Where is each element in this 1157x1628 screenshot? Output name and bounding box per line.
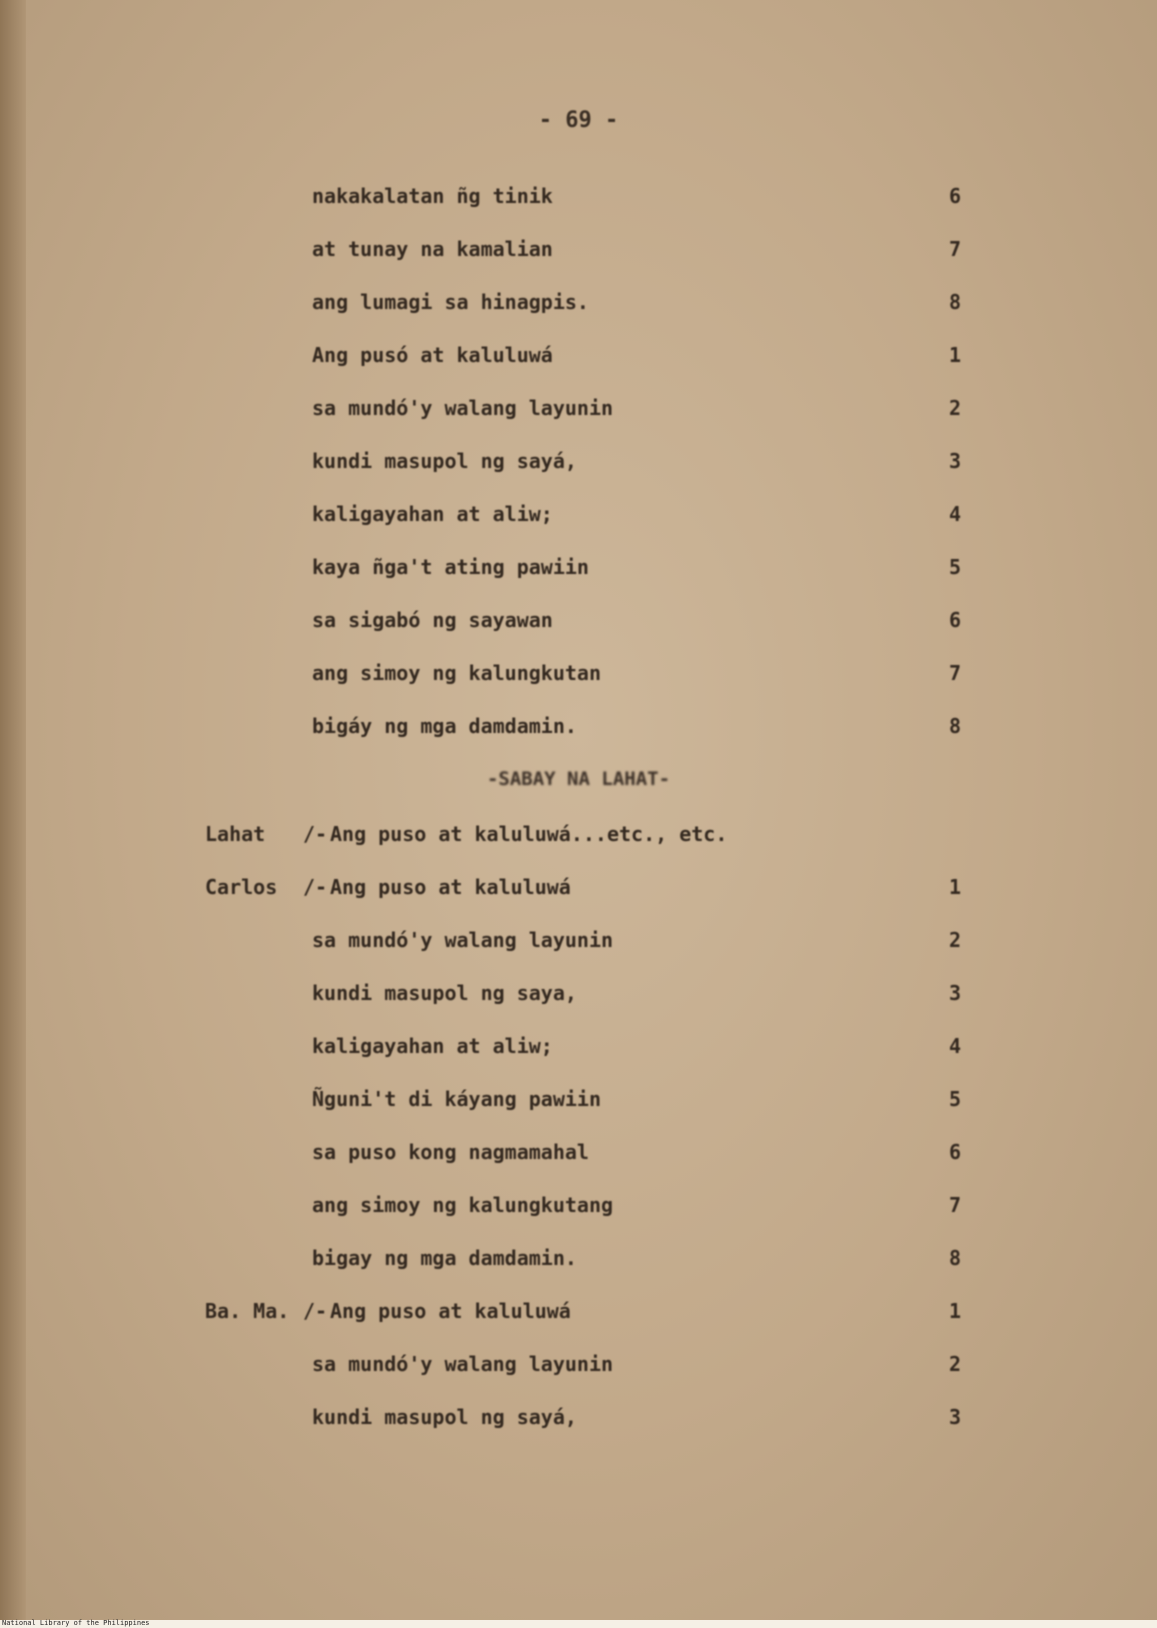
line-number: 3: [948, 981, 962, 1005]
verse-line: [0, 343, 1157, 379]
page-number: - 69 -: [538, 108, 619, 133]
verse-line: [0, 1034, 1157, 1070]
verse-line: [0, 714, 1157, 750]
line-text: sa puso kong nagmamahal: [312, 1140, 589, 1164]
verse-line: [0, 1193, 1157, 1229]
verse-line: [0, 928, 1157, 964]
verse-line: [0, 290, 1157, 326]
line-number: 5: [948, 555, 962, 579]
verse-line: [0, 1087, 1157, 1123]
verse-line: [0, 1299, 1157, 1335]
speaker-name: Carlos: [205, 875, 278, 899]
line-text: bigay ng mga damdamin.: [312, 1246, 577, 1270]
line-text: bigáy ng mga damdamin.: [312, 714, 577, 738]
line-number: 1: [948, 1299, 962, 1323]
line-number: 4: [948, 502, 962, 526]
line-text: Ang puso at kaluluwá: [330, 875, 571, 899]
line-text: nakakalatan ñg tinik: [312, 184, 553, 208]
verse-line: [0, 237, 1157, 273]
line-number: 2: [948, 928, 962, 952]
verse-line: [0, 822, 1157, 858]
line-number: 8: [948, 290, 962, 314]
line-number: 8: [948, 1246, 962, 1270]
section-heading: -SABAY NA LAHAT-: [486, 768, 671, 790]
line-text: sa mundó'y walang layunin: [312, 396, 614, 420]
verse-line: [0, 184, 1157, 220]
cue-marker: /-: [303, 875, 328, 899]
line-text: sa mundó'y walang layunin: [312, 928, 614, 952]
verse-line: [0, 1352, 1157, 1388]
line-text: kaligayahan at aliw;: [312, 502, 553, 526]
cue-marker: /-: [303, 1299, 328, 1323]
line-text: ang lumagi sa hinagpis.: [312, 290, 589, 314]
speaker-name: Ba. Ma.: [205, 1299, 290, 1323]
line-number: 3: [948, 449, 962, 473]
speaker-name: Lahat: [205, 822, 266, 846]
line-text: ang simoy ng kalungkutang: [312, 1193, 614, 1217]
line-text: ang simoy ng kalungkutan: [312, 661, 601, 685]
line-text: kaligayahan at aliw;: [312, 1034, 553, 1058]
verse-line: [0, 608, 1157, 644]
line-text: kaya ñga't ating pawiin: [312, 555, 589, 579]
line-number: 2: [948, 1352, 962, 1376]
line-number: 4: [948, 1034, 962, 1058]
line-number: 1: [948, 343, 962, 367]
line-number: 3: [948, 1405, 962, 1429]
line-text: kundi masupol ng sayá,: [312, 1405, 577, 1429]
line-number: 6: [948, 184, 962, 208]
verse-line: [0, 981, 1157, 1017]
line-text: kundi masupol ng sayá,: [312, 449, 577, 473]
verse-line: [0, 555, 1157, 591]
archive-footer: National Library of the Philippines: [2, 1619, 150, 1627]
line-number: 6: [948, 608, 962, 632]
line-text: at tunay na kamalian: [312, 237, 553, 261]
line-text: Ñguni't di káyang pawiin: [312, 1087, 601, 1111]
line-text: Ang pusó at kaluluwá: [312, 343, 553, 367]
line-number: 6: [948, 1140, 962, 1164]
verse-line: [0, 1140, 1157, 1176]
verse-line: [0, 1246, 1157, 1282]
line-number: 7: [948, 1193, 962, 1217]
line-text: sa sigabó ng sayawan: [312, 608, 553, 632]
verse-line: [0, 875, 1157, 911]
line-number: 1: [948, 875, 962, 899]
line-number: 7: [948, 237, 962, 261]
verse-line: [0, 449, 1157, 485]
line-text: Ang puso at kaluluwá...etc., etc.: [330, 822, 728, 846]
line-number: 5: [948, 1087, 962, 1111]
verse-line: [0, 1405, 1157, 1441]
line-number: 2: [948, 396, 962, 420]
line-number: 7: [948, 661, 962, 685]
line-text: sa mundó'y walang layunin: [312, 1352, 614, 1376]
line-number: 8: [948, 714, 962, 738]
verse-line: [0, 502, 1157, 538]
cue-marker: /-: [303, 822, 328, 846]
line-text: kundi masupol ng saya,: [312, 981, 577, 1005]
verse-line: [0, 661, 1157, 697]
verse-line: [0, 396, 1157, 432]
line-text: Ang puso at kaluluwá: [330, 1299, 571, 1323]
